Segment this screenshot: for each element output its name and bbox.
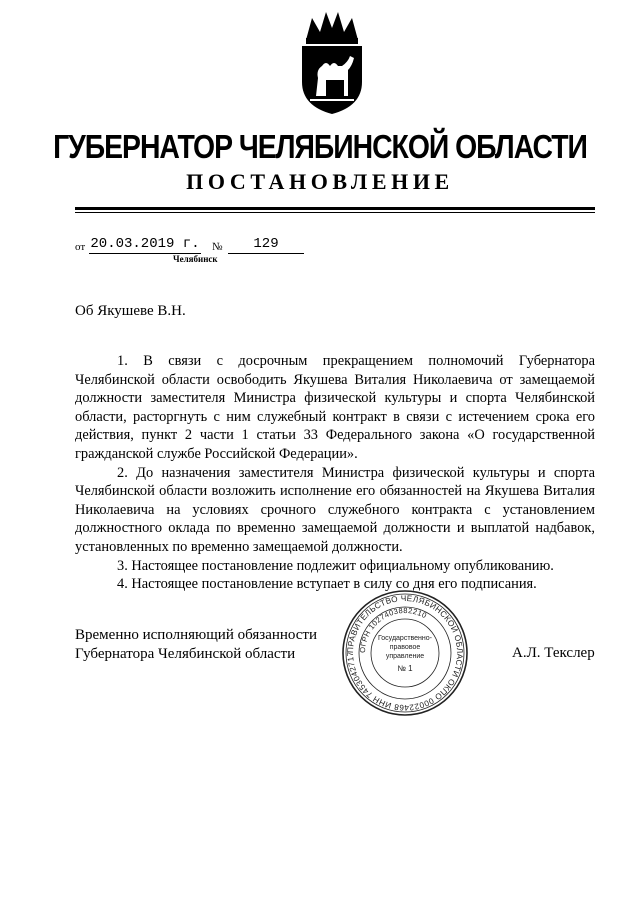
document-number: 129 [228,236,304,254]
paragraph-1: 1. В связи с досрочным прекращением полномочий Губернатора Челябинской области освободить Якушева Виталия Николаевича от замещаемой должности заместителя Министра физической культуры и спорта Челябинской области, расторгнуть с ним служебный контракт в связи с истечением срока его действия, пункт 2 части 1 статьи 33 Федерального закона «О государственной гражданской службе Российской Федерации». [75,353,595,462]
city: Челябинск [173,254,218,264]
date-label: от [75,241,86,253]
signatory-position-line-2: Губернатора Челябинской области [75,646,296,662]
stamp-outer-ring-text: ПРАВИТЕЛЬСТВО ЧЕЛЯБИНСКОЙ ОБЛАСТИ ОКПО 00022468 ИНН 7453042717 [345,593,465,713]
coat-of-arms-emblem [296,10,368,116]
number-label: № [212,241,223,253]
signatory-name: А.Л. Текслер [512,645,595,661]
signatory-position [75,626,317,664]
paragraph-2: 2. До назначения заместителя Министра физической культуры и спорта Челябинской области возложить исполнение его обязанностей на Якушева Виталия Николаевича на условиях срочного служебного контракта с установлением должностного оклада по временно замещаемой должности и выплатой надбавок, установленных по временно замещаемой должности. [75,464,595,555]
document-type: ПОСТАНОВЛЕНИЕ [186,169,454,194]
header-divider-thick [75,207,595,210]
stamp-center-line-2: правовое [389,644,421,651]
stamp-center-number: № 1 [397,664,413,673]
paragraph-3: 3. Настоящее постановление подлежит официальному опубликованию. [117,557,554,574]
official-stamp [340,588,470,718]
document-subject: Об Якушеве В.Н. [75,303,186,319]
paragraph-4: 4. Настоящее постановление вступает в силу со дня его подписания. [117,576,537,593]
stamp-center-line-3: управление [385,653,425,660]
signatory-position-line-1: Временно исполняющий обязанности [75,627,318,643]
page-title: ГУБЕРНАТОР ЧЕЛЯБИНСКОЙ ОБЛАСТИ [53,128,587,165]
header-divider-thin [75,212,595,213]
stamp-center-line-1: Государственно- [377,635,433,642]
document-date: 20.03.2019 г. [90,236,200,252]
document-body [75,352,595,594]
stamp-inner-ring-text: ОГРН 1027403882210 [357,605,429,654]
